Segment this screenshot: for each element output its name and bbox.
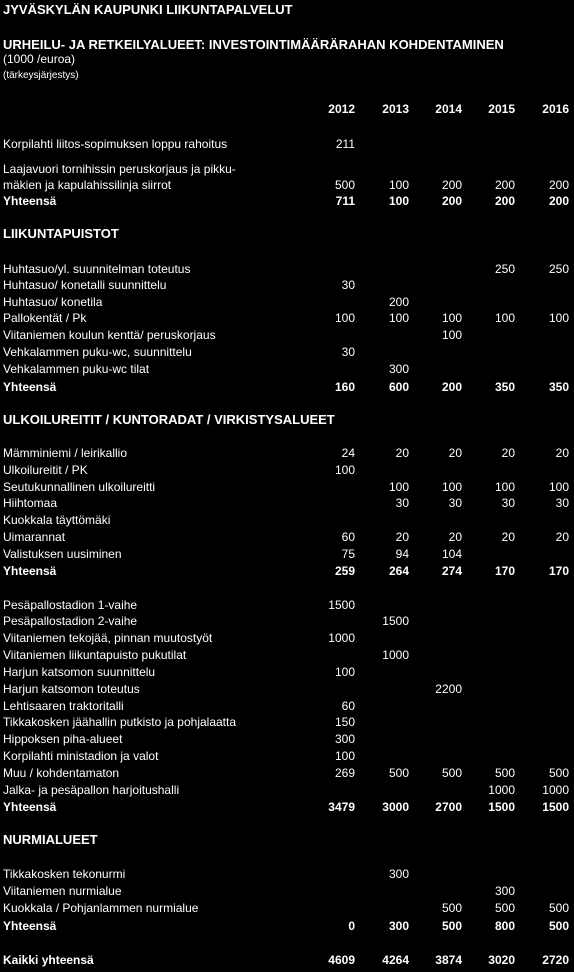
cell-value: 250	[548, 262, 569, 276]
table-row	[0, 529, 574, 545]
row-label: mäkien ja kapulahissilinja siirrot	[3, 178, 172, 192]
table-row	[0, 765, 574, 781]
cell-value: 274	[441, 564, 462, 578]
table-row	[0, 597, 574, 613]
cell-value: 30	[448, 496, 462, 510]
table-row	[0, 748, 574, 764]
row-label: Yhteensä	[3, 380, 57, 394]
row-label: Yhteensä	[3, 800, 57, 814]
row-label: Vehkalammen puku-wc, suunnittelu	[3, 345, 192, 359]
org-title: JYVÄSKYLÄN KAUPUNKI LIIKUNTAPALVELUT	[3, 2, 293, 17]
table-row	[0, 866, 574, 882]
cell-value: 200	[494, 194, 515, 208]
total-row	[0, 193, 574, 209]
row-label: Pesäpallostadion 1-vaihe	[3, 598, 138, 612]
row-label: NURMIALUEET	[3, 832, 98, 847]
cell-value: 100	[441, 480, 462, 494]
cell-value: 20	[448, 530, 462, 544]
table-row	[0, 344, 574, 360]
table-row	[0, 136, 574, 152]
cell-value: 75	[341, 547, 355, 561]
cell-value: 500	[334, 178, 355, 192]
table-row	[0, 161, 574, 177]
table-row	[0, 277, 574, 293]
table-row	[0, 495, 574, 511]
table-row	[0, 731, 574, 747]
row-label: Kuokkala täyttömäki	[3, 513, 111, 527]
cell-value: 200	[441, 194, 462, 208]
cell-value: 711	[335, 194, 355, 208]
cell-value: 20	[395, 446, 409, 460]
table-row	[0, 782, 574, 798]
cell-value: 3874	[435, 953, 462, 967]
cell-value: 300	[334, 732, 355, 746]
cell-value: 300	[388, 362, 409, 376]
cell-value: 800	[494, 919, 515, 933]
cell-value: 100	[334, 311, 355, 325]
row-label: Huhtasuo/yl. suunnitelman toteutus	[3, 262, 191, 276]
cell-value: 1500	[382, 614, 409, 628]
cell-value: 30	[395, 496, 409, 510]
row-label: Yhteensä	[3, 564, 57, 578]
table-row	[0, 883, 574, 899]
year-header: 2013	[382, 102, 409, 116]
table-row	[0, 714, 574, 730]
row-label: ULKOILUREITIT / KUNTORADAT / VIRKISTYSALUEET	[3, 412, 335, 427]
cell-value: 100	[441, 311, 462, 325]
cell-value: 1000	[328, 631, 355, 645]
cell-value: 500	[548, 766, 569, 780]
row-label: Yhteensä	[3, 194, 57, 208]
cell-value: 211	[335, 137, 355, 151]
cell-value: 500	[441, 919, 462, 933]
row-label: Harjun katsomon suunnittelu	[3, 665, 156, 679]
cell-value: 100	[388, 311, 409, 325]
cell-value: 200	[494, 178, 515, 192]
table-row	[0, 462, 574, 478]
row-label: Korpilahti ministadion ja valot	[3, 749, 159, 763]
cell-value: 150	[334, 715, 355, 729]
cell-value: 100	[388, 194, 409, 208]
cell-value: 30	[501, 496, 515, 510]
row-label: Ulkoilureitit / PK	[3, 463, 88, 477]
cell-value: 500	[548, 919, 569, 933]
table-row	[0, 630, 574, 646]
table-row	[0, 512, 574, 528]
cell-value: 3479	[328, 800, 355, 814]
cell-value: 100	[548, 311, 569, 325]
cell-value: 100	[494, 480, 515, 494]
cell-value: 4609	[328, 953, 355, 967]
cell-value: 94	[395, 547, 409, 561]
row-label: Jalka- ja pesäpallon harjoitushalli	[3, 783, 180, 797]
table-row	[0, 647, 574, 663]
total-row	[0, 952, 574, 968]
cell-value: 0	[348, 919, 355, 933]
row-label: Muu / kohdentamaton	[3, 766, 120, 780]
cell-value: 100	[494, 311, 515, 325]
cell-value: 500	[388, 766, 409, 780]
cell-value: 20	[448, 446, 462, 460]
cell-value: 200	[441, 380, 462, 394]
cell-value: 500	[494, 901, 515, 915]
cell-value: 170	[548, 564, 569, 578]
row-label: Korpilahti liitos-sopimuksen loppu rahoitus	[3, 137, 228, 151]
cell-value: 2700	[435, 800, 462, 814]
row-label: Tikkakosken jäähallin putkisto ja pohjalaatta	[3, 715, 237, 729]
cell-value: 350	[494, 380, 515, 394]
row-label: Huhtasuo/ konetalli suunnittelu	[3, 278, 167, 292]
cell-value: 20	[501, 530, 515, 544]
cell-value: 269	[334, 766, 355, 780]
priority-note: (tärkeysjärjestys)	[3, 70, 79, 81]
cell-value: 160	[334, 380, 355, 394]
total-row	[0, 918, 574, 934]
row-label: Tikkakosken tekonurmi	[3, 867, 126, 881]
cell-value: 300	[494, 884, 515, 898]
row-label: Kaikki yhteensä	[3, 953, 94, 967]
table-row	[0, 613, 574, 629]
cell-value: 500	[548, 901, 569, 915]
row-label: Uimarannat	[3, 530, 66, 544]
row-label: Viitaniemen liikuntapuisto pukutilat	[3, 648, 187, 662]
table-row	[0, 361, 574, 377]
row-label: Kuokkala / Pohjanlammen nurmialue	[3, 901, 199, 915]
cell-value: 60	[341, 530, 355, 544]
year-header: 2016	[542, 102, 569, 116]
cell-value: 1500	[488, 800, 515, 814]
cell-value: 4264	[382, 953, 409, 967]
cell-value: 100	[334, 749, 355, 763]
table-row	[0, 546, 574, 562]
table-row	[0, 177, 574, 193]
cell-value: 200	[548, 194, 569, 208]
table-row	[0, 698, 574, 714]
row-label: LIIKUNTAPUISTOT	[3, 226, 119, 241]
total-row	[0, 563, 574, 579]
cell-value: 200	[548, 178, 569, 192]
cell-value: 100	[548, 480, 569, 494]
row-label: Valistuksen uusiminen	[3, 547, 122, 561]
cell-value: 2720	[542, 953, 569, 967]
row-label: Mämminiemi / leirikallio	[3, 446, 128, 460]
row-label: Yhteensä	[3, 919, 57, 933]
cell-value: 1000	[382, 648, 409, 662]
year-header: 2012	[328, 102, 355, 116]
cell-value: 250	[494, 262, 515, 276]
row-label: Pesäpallostadion 2-vaihe	[3, 614, 138, 628]
cell-value: 300	[388, 919, 409, 933]
year-header: 2014	[435, 102, 462, 116]
cell-value: 100	[388, 480, 409, 494]
cell-value: 100	[334, 665, 355, 679]
cell-value: 100	[334, 463, 355, 477]
cell-value: 259	[334, 564, 355, 578]
table-row	[0, 327, 574, 343]
cell-value: 104	[441, 547, 462, 561]
cell-value: 20	[501, 446, 515, 460]
cell-value: 30	[341, 278, 355, 292]
section-heading	[0, 412, 574, 428]
cell-value: 264	[388, 564, 409, 578]
row-label: Hippoksen piha-alueet	[3, 732, 123, 746]
cell-value: 20	[555, 530, 569, 544]
cell-value: 1500	[542, 800, 569, 814]
cell-value: 100	[388, 178, 409, 192]
row-label: Harjun katsomon toteutus	[3, 682, 140, 696]
row-label: Seutukunnallinen ulkoilureitti	[3, 480, 156, 494]
table-row	[0, 310, 574, 326]
cell-value: 1000	[488, 783, 515, 797]
cell-value: 30	[341, 345, 355, 359]
table-row	[0, 681, 574, 697]
table-row	[0, 261, 574, 277]
cell-value: 200	[441, 178, 462, 192]
row-label: Hiihtomaa	[3, 496, 58, 510]
cell-value: 500	[441, 766, 462, 780]
row-label: Viitaniemen nurmialue	[3, 884, 122, 898]
cell-value: 2200	[435, 682, 462, 696]
cell-value: 350	[548, 380, 569, 394]
cell-value: 20	[395, 530, 409, 544]
cell-value: 3000	[382, 800, 409, 814]
table-row	[0, 664, 574, 680]
section-heading	[0, 226, 574, 242]
table-row	[0, 900, 574, 916]
cell-value: 30	[555, 496, 569, 510]
row-label: Laajavuori tornihissin peruskorjaus ja pikku-	[3, 162, 236, 176]
table-row	[0, 479, 574, 495]
year-header-row	[0, 101, 574, 117]
row-label: Vehkalammen puku-wc tilat	[3, 362, 150, 376]
cell-value: 60	[341, 699, 355, 713]
row-label: Huhtasuo/ konetila	[3, 295, 103, 309]
cell-value: 600	[388, 380, 409, 394]
page-title: URHEILU- JA RETKEILYALUEET: INVESTOINTIMÄÄRÄRAHAN KOHDENTAMINEN	[3, 37, 504, 52]
section-heading	[0, 832, 574, 848]
table-row	[0, 445, 574, 461]
row-label: Viitaniemen koulun kenttä/ peruskorjaus	[3, 328, 216, 342]
cell-value: 170	[494, 564, 515, 578]
table-row	[0, 294, 574, 310]
cell-value: 500	[494, 766, 515, 780]
row-label: Viitaniemen tekojää, pinnan muutostyöt	[3, 631, 213, 645]
cell-value: 200	[388, 295, 409, 309]
cell-value: 20	[555, 446, 569, 460]
total-row	[0, 379, 574, 395]
cell-value: 100	[441, 328, 462, 342]
unit-note: (1000 /euroa)	[3, 52, 76, 66]
row-label: Pallokentät / Pk	[3, 311, 87, 325]
row-label: Lehtisaaren traktoritalli	[3, 699, 124, 713]
year-header: 2015	[488, 102, 515, 116]
cell-value: 1000	[542, 783, 569, 797]
total-row	[0, 799, 574, 815]
cell-value: 500	[441, 901, 462, 915]
cell-value: 300	[388, 867, 409, 881]
cell-value: 3020	[488, 953, 515, 967]
cell-value: 1500	[328, 598, 355, 612]
cell-value: 24	[341, 446, 355, 460]
